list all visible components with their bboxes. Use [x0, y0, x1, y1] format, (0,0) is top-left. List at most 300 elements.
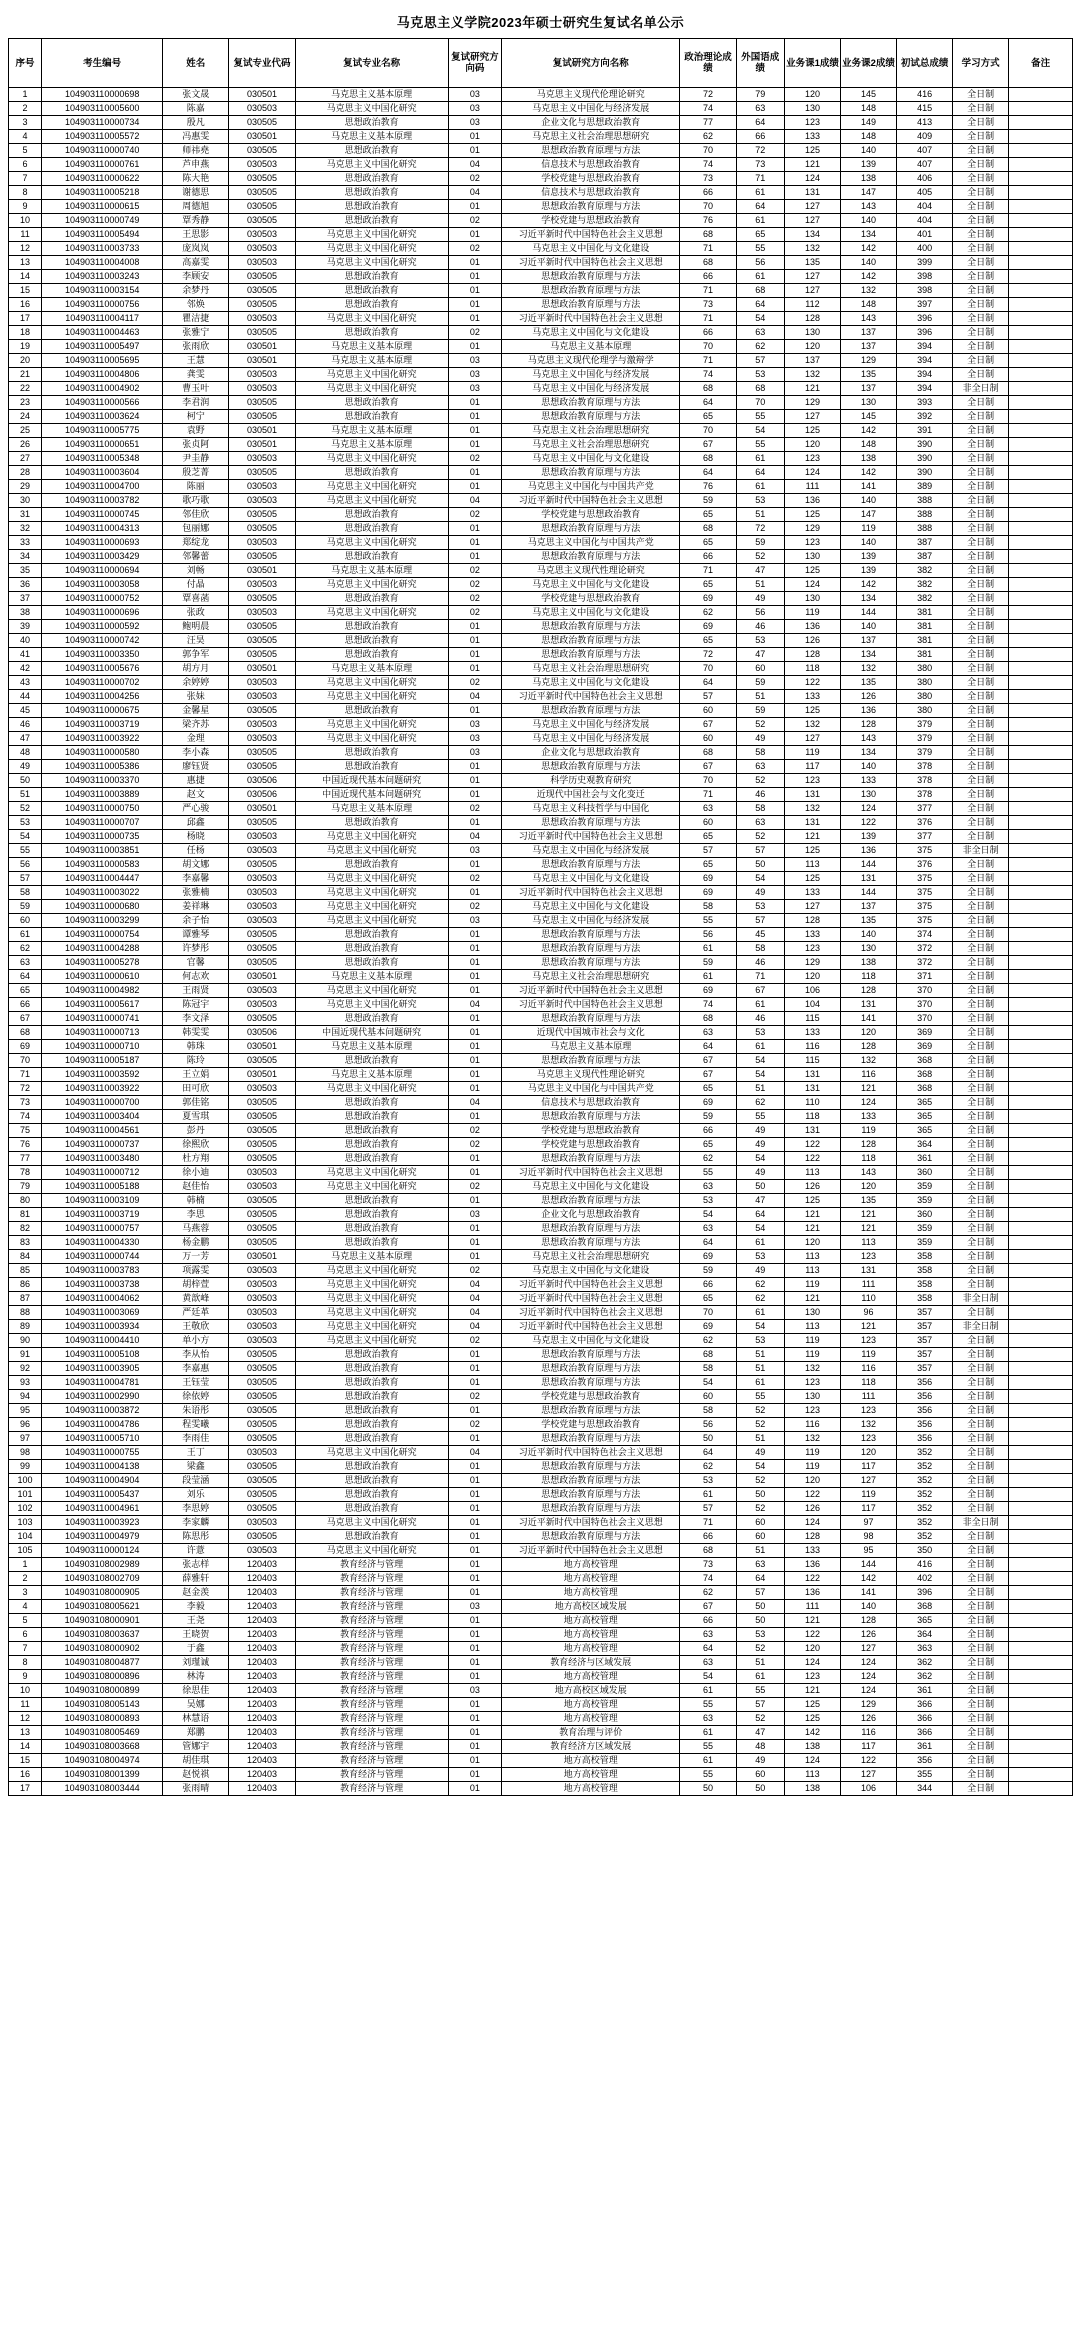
col-name: 姓名 [163, 39, 229, 88]
cell-major-name: 马克思主义中国化研究 [295, 228, 448, 242]
cell-politics-score: 60 [680, 1390, 736, 1404]
cell-subject2-score: 127 [841, 1768, 897, 1782]
cell-remark [1009, 1250, 1073, 1264]
cell-direction-name: 习近平新时代中国特色社会主义思想 [502, 1320, 680, 1334]
cell-foreign-language-score: 60 [736, 662, 784, 676]
cell-direction-name: 马克思主义中国化与文化建设 [502, 900, 680, 914]
cell-remark [1009, 1390, 1073, 1404]
cell-study-mode: 全日制 [953, 228, 1009, 242]
cell-remark [1009, 1712, 1073, 1726]
cell-total-score: 372 [897, 956, 953, 970]
cell-politics-score: 65 [680, 830, 736, 844]
cell-index: 92 [9, 1362, 42, 1376]
cell-total-score: 381 [897, 606, 953, 620]
cell-total-score: 382 [897, 564, 953, 578]
cell-index: 83 [9, 1236, 42, 1250]
cell-index: 72 [9, 1082, 42, 1096]
cell-major-code: 030503 [229, 690, 295, 704]
cell-name: 王思影 [163, 228, 229, 242]
table-row [9, 1236, 1073, 1250]
cell-study-mode: 全日制 [953, 214, 1009, 228]
cell-politics-score: 59 [680, 956, 736, 970]
cell-name: 芦申燕 [163, 158, 229, 172]
cell-total-score: 370 [897, 1012, 953, 1026]
table-row [9, 1068, 1073, 1082]
cell-foreign-language-score: 49 [736, 1138, 784, 1152]
cell-major-code: 120403 [229, 1572, 295, 1586]
cell-total-score: 391 [897, 424, 953, 438]
cell-politics-score: 58 [680, 1404, 736, 1418]
table-row [9, 1446, 1073, 1460]
cell-remark [1009, 1264, 1073, 1278]
cell-major-name: 中国近现代基本问题研究 [295, 774, 448, 788]
cell-total-score: 394 [897, 382, 953, 396]
cell-politics-score: 62 [680, 130, 736, 144]
cell-total-score: 379 [897, 732, 953, 746]
cell-total-score: 357 [897, 1306, 953, 1320]
cell-name: 梁齐苏 [163, 718, 229, 732]
cell-direction-name: 思想政治教育原理与方法 [502, 1222, 680, 1236]
cell-major-code: 030505 [229, 1460, 295, 1474]
cell-foreign-language-score: 61 [736, 998, 784, 1012]
cell-foreign-language-score: 46 [736, 956, 784, 970]
cell-total-score: 362 [897, 1670, 953, 1684]
cell-total-score: 350 [897, 1544, 953, 1558]
cell-major-code: 030505 [229, 1124, 295, 1138]
cell-major-code: 030505 [229, 284, 295, 298]
cell-name: 陈丽 [163, 480, 229, 494]
cell-major-name: 马克思主义中国化研究 [295, 998, 448, 1012]
cell-direction-code: 02 [448, 802, 502, 816]
cell-remark [1009, 1320, 1073, 1334]
col-major-code: 复试专业代码 [229, 39, 295, 88]
cell-remark [1009, 1180, 1073, 1194]
cell-name: 廖钰贤 [163, 760, 229, 774]
cell-major-name: 思想政治教育 [295, 648, 448, 662]
cell-subject1-score: 121 [784, 1208, 840, 1222]
cell-remark [1009, 1068, 1073, 1082]
cell-remark [1009, 102, 1073, 116]
cell-name: 陈冠宇 [163, 998, 229, 1012]
cell-remark [1009, 1502, 1073, 1516]
cell-foreign-language-score: 68 [736, 382, 784, 396]
cell-total-score: 404 [897, 200, 953, 214]
cell-major-code: 030505 [229, 172, 295, 186]
cell-direction-code: 01 [448, 1432, 502, 1446]
cell-remark [1009, 718, 1073, 732]
cell-subject2-score: 118 [841, 1376, 897, 1390]
cell-name: 马燕蓉 [163, 1222, 229, 1236]
cell-major-name: 思想政治教育 [295, 928, 448, 942]
cell-politics-score: 66 [680, 1124, 736, 1138]
cell-politics-score: 64 [680, 466, 736, 480]
cell-name: 张雨欣 [163, 340, 229, 354]
cell-remark [1009, 1670, 1073, 1684]
cell-study-mode: 全日制 [953, 172, 1009, 186]
cell-index: 66 [9, 998, 42, 1012]
cell-name: 李嘉惠 [163, 1362, 229, 1376]
cell-direction-code: 04 [448, 690, 502, 704]
cell-major-code: 030503 [229, 914, 295, 928]
cell-name: 王晓贺 [163, 1628, 229, 1642]
cell-index: 37 [9, 592, 42, 606]
cell-name: 邻馨蕾 [163, 550, 229, 564]
cell-major-name: 马克思主义中国化研究 [295, 872, 448, 886]
table-row [9, 466, 1073, 480]
cell-direction-code: 01 [448, 466, 502, 480]
cell-index: 79 [9, 1180, 42, 1194]
cell-subject2-score: 129 [841, 1698, 897, 1712]
cell-subject2-score: 148 [841, 438, 897, 452]
cell-direction-name: 习近平新时代中国特色社会主义思想 [502, 1278, 680, 1292]
cell-remark [1009, 228, 1073, 242]
cell-major-name: 马克思主义中国化研究 [295, 1264, 448, 1278]
cell-remark [1009, 816, 1073, 830]
cell-study-mode: 全日制 [953, 144, 1009, 158]
cell-major-code: 120403 [229, 1740, 295, 1754]
cell-major-name: 马克思主义中国化研究 [295, 914, 448, 928]
table-row [9, 242, 1073, 256]
cell-total-score: 382 [897, 592, 953, 606]
cell-direction-name: 学校党建与思想政治教育 [502, 592, 680, 606]
cell-name: 单小方 [163, 1334, 229, 1348]
cell-major-code: 030503 [229, 480, 295, 494]
cell-politics-score: 73 [680, 172, 736, 186]
cell-name: 姜祥琳 [163, 900, 229, 914]
cell-subject2-score: 132 [841, 662, 897, 676]
cell-total-score: 374 [897, 928, 953, 942]
cell-direction-name: 思想政治教育原理与方法 [502, 956, 680, 970]
cell-major-code: 030505 [229, 620, 295, 634]
cell-subject1-score: 120 [784, 970, 840, 984]
cell-direction-code: 01 [448, 984, 502, 998]
cell-index: 103 [9, 1516, 42, 1530]
cell-subject1-score: 113 [784, 1768, 840, 1782]
cell-study-mode: 全日制 [953, 1586, 1009, 1600]
cell-subject1-score: 127 [784, 732, 840, 746]
cell-index: 76 [9, 1138, 42, 1152]
table-row [9, 1628, 1073, 1642]
cell-study-mode: 全日制 [953, 1698, 1009, 1712]
cell-direction-code: 02 [448, 606, 502, 620]
cell-candidate-number: 104903108003637 [42, 1628, 163, 1642]
cell-major-code: 030505 [229, 1474, 295, 1488]
cell-direction-code: 04 [448, 1292, 502, 1306]
cell-major-name: 思想政治教育 [295, 1502, 448, 1516]
cell-subject2-score: 119 [841, 1124, 897, 1138]
table-row [9, 1320, 1073, 1334]
cell-direction-name: 地方高校管理 [502, 1768, 680, 1782]
cell-major-name: 教育经济与管理 [295, 1670, 448, 1684]
cell-subject2-score: 142 [841, 1572, 897, 1586]
cell-major-name: 马克思主义基本原理 [295, 1068, 448, 1082]
cell-foreign-language-score: 49 [736, 1446, 784, 1460]
table-row [9, 536, 1073, 550]
cell-direction-name: 思想政治教育原理与方法 [502, 1530, 680, 1544]
cell-major-code: 030501 [229, 340, 295, 354]
cell-name: 任杨 [163, 844, 229, 858]
cell-direction-name: 马克思主义社会治理思想研究 [502, 1250, 680, 1264]
cell-remark [1009, 998, 1073, 1012]
cell-remark [1009, 1124, 1073, 1138]
col-subject1-score: 业务课1成绩 [784, 39, 840, 88]
cell-foreign-language-score: 61 [736, 186, 784, 200]
cell-study-mode: 全日制 [953, 466, 1009, 480]
cell-name: 付晶 [163, 578, 229, 592]
cell-major-code: 030503 [229, 102, 295, 116]
cell-subject2-score: 139 [841, 158, 897, 172]
cell-subject1-score: 115 [784, 1012, 840, 1026]
cell-index: 5 [9, 144, 42, 158]
cell-major-code: 030505 [229, 1362, 295, 1376]
cell-subject2-score: 137 [841, 900, 897, 914]
cell-total-score: 381 [897, 620, 953, 634]
cell-major-name: 思想政治教育 [295, 1432, 448, 1446]
cell-name: 陈嘉 [163, 102, 229, 116]
cell-subject1-score: 131 [784, 816, 840, 830]
cell-direction-name: 思想政治教育原理与方法 [502, 550, 680, 564]
cell-study-mode: 全日制 [953, 480, 1009, 494]
cell-subject1-score: 104 [784, 998, 840, 1012]
cell-major-code: 030505 [229, 1096, 295, 1110]
cell-foreign-language-score: 52 [736, 550, 784, 564]
cell-subject2-score: 141 [841, 480, 897, 494]
cell-remark [1009, 410, 1073, 424]
cell-politics-score: 61 [680, 1684, 736, 1698]
cell-subject2-score: 144 [841, 606, 897, 620]
cell-name: 惠捷 [163, 774, 229, 788]
cell-major-name: 思想政治教育 [295, 466, 448, 480]
table-row [9, 396, 1073, 410]
cell-direction-name: 教育经济方区域发展 [502, 1740, 680, 1754]
table-row [9, 1334, 1073, 1348]
cell-direction-code: 01 [448, 1698, 502, 1712]
cell-index: 4 [9, 1600, 42, 1614]
cell-remark [1009, 620, 1073, 634]
cell-name: 尹圭静 [163, 452, 229, 466]
cell-study-mode: 全日制 [953, 564, 1009, 578]
cell-direction-name: 马克思主义中国化与文化建设 [502, 1264, 680, 1278]
table-row [9, 130, 1073, 144]
cell-major-code: 120403 [229, 1782, 295, 1796]
cell-index: 9 [9, 1670, 42, 1684]
cell-foreign-language-score: 67 [736, 984, 784, 998]
cell-name: 金馨星 [163, 704, 229, 718]
table-row [9, 620, 1073, 634]
cell-name: 韩楠 [163, 1194, 229, 1208]
cell-total-score: 387 [897, 536, 953, 550]
cell-major-code: 030503 [229, 1180, 295, 1194]
cell-name: 刘乐 [163, 1488, 229, 1502]
cell-name: 曹玉叶 [163, 382, 229, 396]
cell-politics-score: 70 [680, 144, 736, 158]
cell-remark [1009, 130, 1073, 144]
cell-name: 邱鑫 [163, 816, 229, 830]
cell-subject2-score: 128 [841, 1614, 897, 1628]
cell-direction-code: 01 [448, 1656, 502, 1670]
cell-index: 4 [9, 130, 42, 144]
cell-major-name: 马克思主义中国化研究 [295, 1180, 448, 1194]
cell-subject2-score: 144 [841, 858, 897, 872]
cell-index: 14 [9, 270, 42, 284]
cell-subject2-score: 126 [841, 1712, 897, 1726]
cell-direction-code: 01 [448, 1558, 502, 1572]
table-row [9, 984, 1073, 998]
cell-study-mode: 全日制 [953, 886, 1009, 900]
cell-total-score: 365 [897, 1614, 953, 1628]
cell-total-score: 356 [897, 1754, 953, 1768]
cell-subject2-score: 117 [841, 1502, 897, 1516]
cell-remark [1009, 1558, 1073, 1572]
cell-subject1-score: 133 [784, 1544, 840, 1558]
cell-candidate-number: 104903110003058 [42, 578, 163, 592]
cell-subject2-score: 111 [841, 1278, 897, 1292]
cell-direction-name: 地方高校管理 [502, 1558, 680, 1572]
cell-subject2-score: 134 [841, 228, 897, 242]
cell-total-score: 356 [897, 1432, 953, 1446]
cell-total-score: 358 [897, 1264, 953, 1278]
table-row [9, 172, 1073, 186]
cell-major-code: 030503 [229, 872, 295, 886]
cell-major-name: 马克思主义基本原理 [295, 970, 448, 984]
cell-index: 104 [9, 1530, 42, 1544]
cell-subject1-score: 125 [784, 872, 840, 886]
cell-politics-score: 64 [680, 676, 736, 690]
cell-politics-score: 69 [680, 1320, 736, 1334]
cell-study-mode: 全日制 [953, 88, 1009, 102]
cell-remark [1009, 760, 1073, 774]
cell-total-score: 407 [897, 158, 953, 172]
cell-foreign-language-score: 53 [736, 1250, 784, 1264]
table-row [9, 1040, 1073, 1054]
cell-direction-code: 01 [448, 1474, 502, 1488]
cell-direction-name: 学校党建与思想政治教育 [502, 508, 680, 522]
cell-foreign-language-score: 46 [736, 788, 784, 802]
cell-study-mode: 全日制 [953, 1726, 1009, 1740]
cell-politics-score: 61 [680, 970, 736, 984]
cell-candidate-number: 104903110000610 [42, 970, 163, 984]
cell-index: 31 [9, 508, 42, 522]
cell-total-score: 387 [897, 550, 953, 564]
cell-total-score: 406 [897, 172, 953, 186]
cell-politics-score: 61 [680, 1754, 736, 1768]
cell-name: 李从怡 [163, 1348, 229, 1362]
cell-remark [1009, 1614, 1073, 1628]
cell-major-name: 思想政治教育 [295, 410, 448, 424]
cell-index: 32 [9, 522, 42, 536]
cell-foreign-language-score: 49 [736, 1166, 784, 1180]
cell-study-mode: 全日制 [953, 186, 1009, 200]
cell-foreign-language-score: 53 [736, 368, 784, 382]
cell-remark [1009, 354, 1073, 368]
cell-index: 94 [9, 1390, 42, 1404]
cell-direction-name: 思想政治教育原理与方法 [502, 410, 680, 424]
cell-name: 刘畅 [163, 564, 229, 578]
cell-name: 殷芝菁 [163, 466, 229, 480]
cell-foreign-language-score: 79 [736, 88, 784, 102]
cell-total-score: 352 [897, 1474, 953, 1488]
cell-subject1-score: 123 [784, 1404, 840, 1418]
cell-major-name: 思想政治教育 [295, 1012, 448, 1026]
table-row [9, 788, 1073, 802]
admission-list-table [8, 38, 1073, 1796]
cell-direction-code: 04 [448, 830, 502, 844]
cell-subject1-score: 119 [784, 1460, 840, 1474]
cell-subject1-score: 120 [784, 438, 840, 452]
cell-politics-score: 69 [680, 592, 736, 606]
cell-subject2-score: 131 [841, 998, 897, 1012]
cell-study-mode: 全日制 [953, 298, 1009, 312]
cell-subject2-score: 140 [841, 928, 897, 942]
cell-subject2-score: 119 [841, 1348, 897, 1362]
cell-remark [1009, 1474, 1073, 1488]
cell-subject1-score: 123 [784, 942, 840, 956]
cell-major-code: 120403 [229, 1614, 295, 1628]
cell-subject2-score: 148 [841, 102, 897, 116]
cell-subject2-score: 139 [841, 830, 897, 844]
cell-direction-name: 习近平新时代中国特色社会主义思想 [502, 998, 680, 1012]
cell-index: 19 [9, 340, 42, 354]
cell-subject2-score: 119 [841, 1488, 897, 1502]
cell-subject1-score: 118 [784, 662, 840, 676]
cell-subject1-score: 142 [784, 1726, 840, 1740]
cell-direction-name: 企业文化与思想政治教育 [502, 746, 680, 760]
cell-subject1-score: 133 [784, 1026, 840, 1040]
cell-major-name: 马克思主义中国化研究 [295, 984, 448, 998]
cell-politics-score: 63 [680, 1628, 736, 1642]
cell-total-score: 388 [897, 508, 953, 522]
table-row [9, 1642, 1073, 1656]
cell-index: 3 [9, 116, 42, 130]
cell-foreign-language-score: 51 [736, 1544, 784, 1558]
cell-foreign-language-score: 53 [736, 1026, 784, 1040]
cell-total-score: 361 [897, 1740, 953, 1754]
cell-major-name: 思想政治教育 [295, 760, 448, 774]
cell-index: 85 [9, 1264, 42, 1278]
cell-direction-name: 思想政治教育原理与方法 [502, 858, 680, 872]
cell-major-name: 教育经济与管理 [295, 1740, 448, 1754]
cell-index: 34 [9, 550, 42, 564]
cell-major-name: 思想政治教育 [295, 1124, 448, 1138]
cell-foreign-language-score: 51 [736, 1362, 784, 1376]
cell-total-score: 372 [897, 942, 953, 956]
cell-foreign-language-score: 57 [736, 354, 784, 368]
cell-direction-code: 01 [448, 1152, 502, 1166]
cell-subject1-score: 128 [784, 312, 840, 326]
cell-subject2-score: 121 [841, 1320, 897, 1334]
cell-index: 1 [9, 88, 42, 102]
cell-subject2-score: 144 [841, 886, 897, 900]
cell-direction-code: 01 [448, 284, 502, 298]
table-row [9, 886, 1073, 900]
cell-candidate-number: 104903110003905 [42, 1362, 163, 1376]
cell-politics-score: 71 [680, 312, 736, 326]
cell-direction-name: 马克思主义社会治理思想研究 [502, 970, 680, 984]
cell-major-name: 思想政治教育 [295, 550, 448, 564]
cell-major-code: 030505 [229, 704, 295, 718]
cell-major-code: 030503 [229, 1320, 295, 1334]
cell-direction-code: 03 [448, 1684, 502, 1698]
cell-major-code: 030503 [229, 312, 295, 326]
cell-major-name: 教育经济与管理 [295, 1586, 448, 1600]
cell-study-mode: 全日制 [953, 368, 1009, 382]
cell-candidate-number: 104903110000750 [42, 802, 163, 816]
cell-candidate-number: 104903110004979 [42, 1530, 163, 1544]
cell-politics-score: 71 [680, 242, 736, 256]
cell-direction-name: 企业文化与思想政治教育 [502, 1208, 680, 1222]
cell-study-mode: 全日制 [953, 1740, 1009, 1754]
cell-major-code: 030503 [229, 536, 295, 550]
